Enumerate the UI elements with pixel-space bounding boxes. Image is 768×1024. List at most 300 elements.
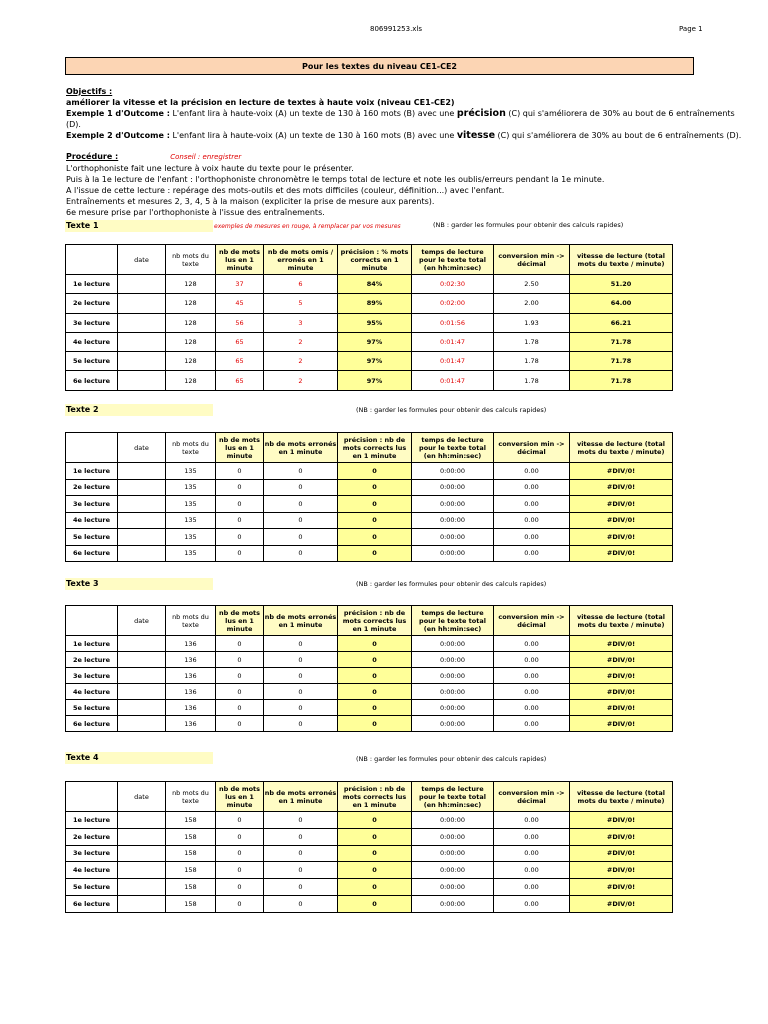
table-cell: 65 — [216, 332, 264, 351]
table-cell: #DIV/0! — [570, 684, 673, 700]
table-cell: 0 — [216, 862, 264, 879]
section-label-texte-1: Texte 1 — [65, 220, 213, 232]
table-cell: 136 — [166, 652, 216, 668]
step-3: A l'issue de cette lecture : repérage des mots-outils et des mots difficiles (couleur, définition...) avec l'enfant. — [66, 186, 505, 195]
column-header: vitesse de lecture (total mots du texte / minute) — [570, 433, 673, 463]
column-header: conversion min -> décimal — [494, 433, 570, 463]
row-label: 5e lecture — [66, 352, 118, 371]
table-cell: 128 — [166, 371, 216, 390]
table-cell: 0.00 — [494, 862, 570, 879]
table-cell: 51.20 — [570, 275, 673, 294]
table-cell: 0:00:00 — [412, 700, 494, 716]
table-header-row — [66, 433, 673, 463]
table-cell: 97% — [338, 352, 412, 371]
table-cell: 2.00 — [494, 294, 570, 313]
row-label: 1e lecture — [66, 812, 118, 829]
table-row — [66, 862, 673, 879]
table-cell: 0:02:30 — [412, 275, 494, 294]
section-label-texte-3: Texte 3 — [65, 578, 213, 590]
table-cell: 65 — [216, 352, 264, 371]
table-cell: 0 — [216, 479, 264, 496]
table-cell[interactable] — [118, 862, 166, 879]
example-1-text-a: L'enfant lira à haute-voix (A) un texte de 130 à 160 mots (B) avec une — [169, 109, 457, 118]
table-cell: 2 — [264, 371, 338, 390]
table-cell: 0 — [264, 828, 338, 845]
table-cell: 64.00 — [570, 294, 673, 313]
column-header: date — [118, 782, 166, 812]
example-2 — [66, 130, 746, 141]
table-cell: #DIV/0! — [570, 668, 673, 684]
table-cell: 0 — [216, 845, 264, 862]
table-cell: #DIV/0! — [570, 479, 673, 496]
table-cell[interactable] — [118, 636, 166, 652]
example-2-key: vitesse — [456, 130, 496, 141]
table-cell[interactable] — [118, 275, 166, 294]
formula-note-texte-1: (NB : garder les formules pour obtenir des calculs rapides) — [433, 221, 624, 229]
row-label: 2e lecture — [66, 652, 118, 668]
table-row — [66, 352, 673, 371]
section-label-texte-4: Texte 4 — [65, 752, 213, 764]
table-cell: 136 — [166, 668, 216, 684]
table-cell: 0 — [264, 668, 338, 684]
step-2: Puis à la 1e lecture de l'enfant : l'orthophoniste chronomètre le temps total de lecture et note les oublis/erreurs pendant la 1e minute. — [66, 175, 605, 184]
table-cell: 56 — [216, 313, 264, 332]
table-row — [66, 652, 673, 668]
column-header: nb de mots erronés en 1 minute — [264, 433, 338, 463]
column-header: nb mots du texte — [166, 606, 216, 636]
table-cell[interactable] — [118, 332, 166, 351]
table-cell: 0 — [264, 479, 338, 496]
table-row — [66, 463, 673, 480]
table-cell: 0 — [338, 828, 412, 845]
table-cell[interactable] — [118, 812, 166, 829]
column-header: date — [118, 606, 166, 636]
table-cell: 0.00 — [494, 479, 570, 496]
table-row — [66, 684, 673, 700]
row-label: 2e lecture — [66, 828, 118, 845]
formula-note-texte-3: (NB : garder les formules pour obtenir des calculs rapides) — [356, 580, 547, 588]
table-cell: 0:02:00 — [412, 294, 494, 313]
table-cell: 0:00:00 — [412, 668, 494, 684]
example-2-label: Exemple 2 d'Outcome : — [66, 131, 170, 140]
table-cell[interactable] — [118, 652, 166, 668]
table-cell: 0 — [264, 463, 338, 480]
table-cell: 135 — [166, 545, 216, 562]
table-cell: 89% — [338, 294, 412, 313]
column-header: date — [118, 245, 166, 275]
table-cell: 0.00 — [494, 636, 570, 652]
step-1: L'orthophoniste fait une lecture à voix haute du texte pour le présenter. — [66, 164, 354, 173]
table-cell: 3 — [264, 313, 338, 332]
table-cell: 1.78 — [494, 332, 570, 351]
table-row — [66, 496, 673, 513]
measure-table-texte-2 — [65, 432, 673, 562]
table-cell: 0:00:00 — [412, 545, 494, 562]
table-row — [66, 313, 673, 332]
table-header-row — [66, 245, 673, 275]
table-cell: 0 — [264, 895, 338, 912]
table-cell: #DIV/0! — [570, 812, 673, 829]
table-cell: 0.00 — [494, 684, 570, 700]
table-cell: 0:00:00 — [412, 652, 494, 668]
table-cell: 0.00 — [494, 463, 570, 480]
column-header: nb mots du texte — [166, 245, 216, 275]
table-cell: 0 — [264, 716, 338, 732]
table-cell[interactable] — [118, 845, 166, 862]
table-cell: 0 — [338, 545, 412, 562]
table-cell: 0 — [216, 636, 264, 652]
column-header — [66, 782, 118, 812]
table-cell: 128 — [166, 313, 216, 332]
procedure-label: Procédure : — [66, 152, 119, 161]
table-cell: 0 — [264, 512, 338, 529]
table-cell: 0 — [264, 879, 338, 896]
table-row — [66, 845, 673, 862]
table-cell[interactable] — [118, 895, 166, 912]
row-label: 6e lecture — [66, 895, 118, 912]
column-header: conversion min -> décimal — [494, 606, 570, 636]
table-cell: #DIV/0! — [570, 716, 673, 732]
row-label: 6e lecture — [66, 716, 118, 732]
table-row — [66, 879, 673, 896]
step-5: 6e mesure prise par l'orthophoniste à l'issue des entraînements. — [66, 208, 325, 217]
table-row — [66, 275, 673, 294]
table-row — [66, 828, 673, 845]
table-cell: 0 — [264, 862, 338, 879]
example-1 — [66, 108, 746, 130]
objectifs-text: améliorer la vitesse et la précision en lecture de textes à haute voix (niveau CE1-CE2) — [66, 98, 455, 107]
table-cell: 6 — [264, 275, 338, 294]
column-header: vitesse de lecture (total mots du texte / minute) — [570, 606, 673, 636]
table-cell: 0.00 — [494, 700, 570, 716]
example-2-text-b: (C) qui s'améliorera de 30% au bout de 6 entraînements (D). — [495, 131, 742, 140]
table-cell[interactable] — [118, 294, 166, 313]
table-row — [66, 700, 673, 716]
table-cell: 97% — [338, 332, 412, 351]
table-cell: 135 — [166, 529, 216, 546]
table-cell: 136 — [166, 684, 216, 700]
table-cell: 1.93 — [494, 313, 570, 332]
table-cell: 158 — [166, 845, 216, 862]
conseil-note: Conseil : enregistrer — [170, 153, 242, 161]
table-cell: 0 — [338, 895, 412, 912]
table-cell: 0:01:56 — [412, 313, 494, 332]
row-label: 2e lecture — [66, 479, 118, 496]
table-cell: 66.21 — [570, 313, 673, 332]
table-cell: 0 — [264, 812, 338, 829]
table-cell: 0 — [338, 845, 412, 862]
table-cell: #DIV/0! — [570, 700, 673, 716]
column-header: nb mots du texte — [166, 782, 216, 812]
step-4: Entraînements et mesures 2, 3, 4, 5 à la maison (expliciter la prise de mesure aux parents). — [66, 197, 435, 206]
column-header: nb de mots omis / erronés en 1 minute — [264, 245, 338, 275]
table-cell: 0 — [338, 652, 412, 668]
table-cell: 0.00 — [494, 529, 570, 546]
measure-table-texte-1 — [65, 244, 673, 391]
table-cell[interactable] — [118, 828, 166, 845]
objectifs-label: Objectifs : — [66, 87, 113, 96]
table-cell: 0.00 — [494, 845, 570, 862]
table-cell: #DIV/0! — [570, 879, 673, 896]
table-cell: 128 — [166, 352, 216, 371]
table-cell: #DIV/0! — [570, 512, 673, 529]
table-cell: 136 — [166, 636, 216, 652]
row-label: 3e lecture — [66, 496, 118, 513]
table-cell: 0 — [264, 684, 338, 700]
table-cell: #DIV/0! — [570, 529, 673, 546]
column-header — [66, 245, 118, 275]
table-cell: 0.00 — [494, 652, 570, 668]
table-cell: 0.00 — [494, 879, 570, 896]
table-cell[interactable] — [118, 700, 166, 716]
table-cell: 0 — [216, 700, 264, 716]
table-cell: 158 — [166, 895, 216, 912]
table-cell: 0:00:00 — [412, 828, 494, 845]
table-cell: 0.00 — [494, 496, 570, 513]
table-cell: 135 — [166, 479, 216, 496]
table-cell: 0:00:00 — [412, 716, 494, 732]
page-number: Page 1 — [679, 25, 703, 33]
table-cell: 0 — [338, 529, 412, 546]
table-cell[interactable] — [118, 684, 166, 700]
table-cell: 84% — [338, 275, 412, 294]
table-cell: 0 — [216, 895, 264, 912]
formula-note-texte-4: (NB : garder les formules pour obtenir des calculs rapides) — [356, 755, 547, 763]
column-header: nb de mots lus en 1 minute — [216, 606, 264, 636]
row-label: 6e lecture — [66, 545, 118, 562]
table-cell[interactable] — [118, 479, 166, 496]
table-cell: 0 — [216, 828, 264, 845]
table-row — [66, 895, 673, 912]
table-cell: 0 — [216, 529, 264, 546]
table-row — [66, 332, 673, 351]
table-cell: 0:00:00 — [412, 862, 494, 879]
table-cell[interactable] — [118, 463, 166, 480]
row-label: 4e lecture — [66, 512, 118, 529]
table-cell: 0 — [264, 496, 338, 513]
table-cell: 0 — [216, 716, 264, 732]
table-cell: 0:00:00 — [412, 479, 494, 496]
table-cell[interactable] — [118, 352, 166, 371]
table-cell: 0 — [216, 879, 264, 896]
table-cell: #DIV/0! — [570, 636, 673, 652]
table-cell: 0 — [216, 684, 264, 700]
row-label: 1e lecture — [66, 636, 118, 652]
table-row — [66, 668, 673, 684]
table-cell: 158 — [166, 828, 216, 845]
table-row — [66, 512, 673, 529]
table-cell[interactable] — [118, 371, 166, 390]
table-cell: 0 — [338, 636, 412, 652]
table-row — [66, 371, 673, 390]
table-cell: 2.50 — [494, 275, 570, 294]
column-header: nb de mots erronés en 1 minute — [264, 606, 338, 636]
row-label: 1e lecture — [66, 463, 118, 480]
table-cell: 0:01:47 — [412, 352, 494, 371]
column-header: conversion min -> décimal — [494, 245, 570, 275]
table-cell: 158 — [166, 812, 216, 829]
column-header: vitesse de lecture (total mots du texte / minute) — [570, 782, 673, 812]
table-cell: 135 — [166, 512, 216, 529]
table-header-row — [66, 782, 673, 812]
level-banner: Pour les textes du niveau CE1-CE2 — [65, 57, 694, 75]
column-header: précision : % mots corrects en 1 minute — [338, 245, 412, 275]
table-cell: 0 — [216, 512, 264, 529]
table-cell: 0.00 — [494, 828, 570, 845]
column-header: nb de mots erronés en 1 minute — [264, 782, 338, 812]
table-cell: 71.78 — [570, 352, 673, 371]
table-row — [66, 479, 673, 496]
table-cell: 37 — [216, 275, 264, 294]
column-header: temps de lecture pour le texte total (en hh:min:sec) — [412, 433, 494, 463]
column-header: nb de mots lus en 1 minute — [216, 782, 264, 812]
table-cell: 1.78 — [494, 371, 570, 390]
table-cell: 71.78 — [570, 332, 673, 351]
formula-note-texte-2: (NB : garder les formules pour obtenir des calculs rapides) — [356, 406, 547, 414]
table-row — [66, 636, 673, 652]
column-header — [66, 433, 118, 463]
table-cell: 0.00 — [494, 895, 570, 912]
table-cell: 0 — [264, 652, 338, 668]
table-cell: 158 — [166, 879, 216, 896]
column-header: temps de lecture pour le texte total (en hh:min:sec) — [412, 245, 494, 275]
table-cell[interactable] — [118, 716, 166, 732]
table-cell[interactable] — [118, 668, 166, 684]
table-cell[interactable] — [118, 545, 166, 562]
table-cell: 2 — [264, 332, 338, 351]
table-cell: 0 — [338, 700, 412, 716]
table-cell: 0 — [264, 545, 338, 562]
table-cell: 128 — [166, 275, 216, 294]
table-cell: 128 — [166, 294, 216, 313]
table-cell: 135 — [166, 463, 216, 480]
table-row — [66, 812, 673, 829]
example-note: exemples de mesures en rouge, à remplacer par vos mesures — [214, 223, 401, 230]
table-cell[interactable] — [118, 512, 166, 529]
table-cell: #DIV/0! — [570, 828, 673, 845]
table-cell: #DIV/0! — [570, 845, 673, 862]
table-cell: #DIV/0! — [570, 862, 673, 879]
table-cell[interactable] — [118, 496, 166, 513]
file-name: 806991253.xls — [370, 25, 423, 33]
table-cell: 0:00:00 — [412, 463, 494, 480]
table-cell: 0 — [216, 463, 264, 480]
table-cell: 0 — [264, 529, 338, 546]
row-label: 1e lecture — [66, 275, 118, 294]
table-cell: 0.00 — [494, 812, 570, 829]
column-header: conversion min -> décimal — [494, 782, 570, 812]
table-cell: 136 — [166, 700, 216, 716]
table-cell: 0 — [338, 879, 412, 896]
table-cell[interactable] — [118, 529, 166, 546]
table-cell: 71.78 — [570, 371, 673, 390]
table-cell: 0 — [338, 684, 412, 700]
table-cell: 0 — [338, 862, 412, 879]
table-cell: 65 — [216, 371, 264, 390]
table-cell: 0:00:00 — [412, 636, 494, 652]
column-header: précision : nb de mots corrects lus en 1 minute — [338, 782, 412, 812]
procedure-line — [66, 151, 746, 163]
table-cell: 0:00:00 — [412, 529, 494, 546]
row-label: 5e lecture — [66, 529, 118, 546]
table-header-row — [66, 606, 673, 636]
table-cell: #DIV/0! — [570, 895, 673, 912]
table-row — [66, 294, 673, 313]
row-label: 4e lecture — [66, 862, 118, 879]
example-2-text-a: L'enfant lira à haute-voix (A) un texte de 130 à 160 mots (B) avec une — [169, 131, 457, 140]
table-cell: 0:01:47 — [412, 332, 494, 351]
table-cell: 0.00 — [494, 545, 570, 562]
table-cell: 0 — [338, 463, 412, 480]
row-label: 3e lecture — [66, 313, 118, 332]
column-header: vitesse de lecture (total mots du texte / minute) — [570, 245, 673, 275]
table-cell[interactable] — [118, 313, 166, 332]
row-label: 4e lecture — [66, 684, 118, 700]
table-cell: 0:00:00 — [412, 512, 494, 529]
table-cell: 136 — [166, 716, 216, 732]
table-row — [66, 529, 673, 546]
table-cell: 0 — [338, 668, 412, 684]
row-label: 2e lecture — [66, 294, 118, 313]
column-header: nb de mots lus en 1 minute — [216, 433, 264, 463]
table-cell: 0:00:00 — [412, 895, 494, 912]
table-cell: 2 — [264, 352, 338, 371]
table-cell: 0:00:00 — [412, 496, 494, 513]
table-cell: 0 — [264, 700, 338, 716]
example-1-text-b: (C) qui s'améliorera de 30% au bout de 6 entraînements (D). — [66, 109, 735, 129]
table-row — [66, 716, 673, 732]
measure-table-texte-4 — [65, 781, 673, 913]
row-label: 6e lecture — [66, 371, 118, 390]
table-cell: 0:00:00 — [412, 812, 494, 829]
row-label: 3e lecture — [66, 668, 118, 684]
table-cell: #DIV/0! — [570, 652, 673, 668]
table-cell: 0 — [216, 812, 264, 829]
table-row — [66, 545, 673, 562]
table-cell: 0 — [216, 668, 264, 684]
table-cell: #DIV/0! — [570, 496, 673, 513]
table-cell[interactable] — [118, 879, 166, 896]
column-header — [66, 606, 118, 636]
column-header: temps de lecture pour le texte total (en hh:min:sec) — [412, 782, 494, 812]
table-cell: 0:00:00 — [412, 879, 494, 896]
table-cell: 0 — [264, 845, 338, 862]
table-cell: 0:01:47 — [412, 371, 494, 390]
table-cell: 135 — [166, 496, 216, 513]
column-header: temps de lecture pour le texte total (en hh:min:sec) — [412, 606, 494, 636]
table-cell: 5 — [264, 294, 338, 313]
column-header: nb mots du texte — [166, 433, 216, 463]
table-cell: #DIV/0! — [570, 463, 673, 480]
column-header: précision : nb de mots corrects lus en 1 minute — [338, 606, 412, 636]
column-header: date — [118, 433, 166, 463]
example-1-key: précision — [456, 108, 506, 119]
table-cell: 0.00 — [494, 512, 570, 529]
table-cell: 0 — [264, 636, 338, 652]
column-header: nb de mots lus en 1 minute — [216, 245, 264, 275]
table-cell: #DIV/0! — [570, 545, 673, 562]
table-cell: 0 — [338, 512, 412, 529]
table-cell: 0.00 — [494, 716, 570, 732]
row-label: 4e lecture — [66, 332, 118, 351]
table-cell: 0 — [338, 479, 412, 496]
table-cell: 0 — [216, 652, 264, 668]
measure-table-texte-3 — [65, 605, 673, 732]
example-1-label: Exemple 1 d'Outcome : — [66, 109, 170, 118]
table-cell: 0 — [216, 496, 264, 513]
table-cell: 158 — [166, 862, 216, 879]
row-label: 5e lecture — [66, 879, 118, 896]
